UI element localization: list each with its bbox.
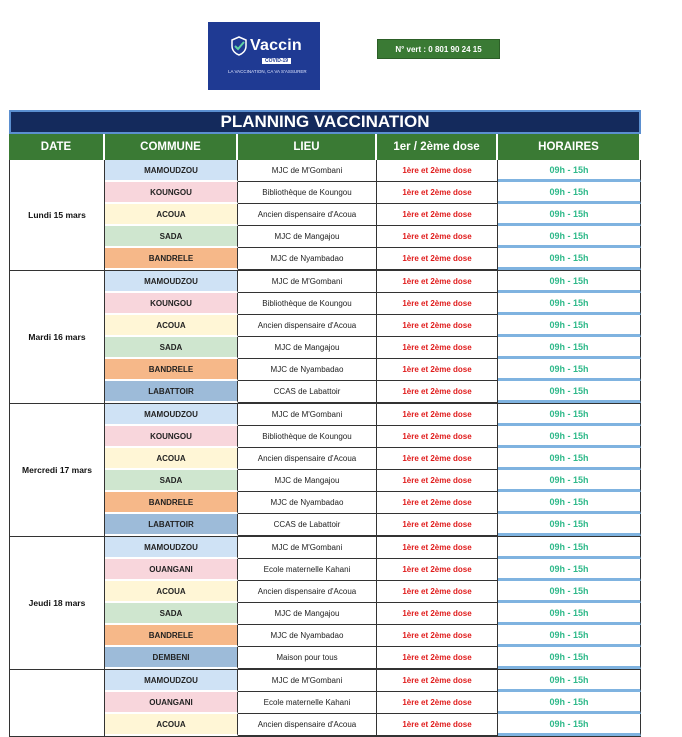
shield-check-icon bbox=[230, 36, 248, 56]
lieu-cell: MJC de Mangajou bbox=[238, 470, 377, 492]
lieu-cell: MJC de Mangajou bbox=[238, 337, 377, 359]
lieu-cell: MJC de Nyambadao bbox=[238, 359, 377, 381]
table-row bbox=[105, 470, 641, 492]
lieu-cell: MJC de Nyambadao bbox=[238, 248, 377, 270]
lieu-cell: Ancien dispensaire d'Acoua bbox=[238, 714, 377, 736]
commune-cell: BANDRELE bbox=[105, 248, 238, 270]
horaires-cell: 09h - 15h bbox=[498, 448, 641, 470]
table-row bbox=[105, 160, 641, 182]
horaires-cell: 09h - 15h bbox=[498, 337, 641, 359]
commune-cell: KOUNGOU bbox=[105, 426, 238, 448]
day-date: Jeudi 18 mars bbox=[9, 537, 105, 669]
dose-cell: 1ère et 2ème dose bbox=[377, 337, 498, 359]
dose-cell: 1ère et 2ème dose bbox=[377, 714, 498, 736]
commune-cell: KOUNGOU bbox=[105, 182, 238, 204]
commune-cell: MAMOUDZOU bbox=[105, 670, 238, 692]
lieu-cell: MJC de Nyambadao bbox=[238, 625, 377, 647]
day-date: Lundi 15 mars bbox=[9, 160, 105, 270]
logo-tagline: LA VACCINATION, CA VA S'ASSURER bbox=[228, 69, 307, 74]
horaires-cell: 09h - 15h bbox=[498, 647, 641, 669]
horaires-cell: 09h - 15h bbox=[498, 514, 641, 536]
commune-cell: ACOUA bbox=[105, 714, 238, 736]
lieu-cell: MJC de M'Gombani bbox=[238, 670, 377, 692]
day-group bbox=[9, 537, 641, 670]
dose-cell: 1ère et 2ème dose bbox=[377, 315, 498, 337]
commune-cell: OUANGANI bbox=[105, 559, 238, 581]
lieu-cell: MJC de M'Gombani bbox=[238, 537, 377, 559]
table-row bbox=[105, 337, 641, 359]
table-row bbox=[105, 448, 641, 470]
dose-cell: 1ère et 2ème dose bbox=[377, 426, 498, 448]
header-commune: COMMUNE bbox=[105, 134, 238, 160]
dose-cell: 1ère et 2ème dose bbox=[377, 293, 498, 315]
horaires-cell: 09h - 15h bbox=[498, 315, 641, 337]
commune-cell: KOUNGOU bbox=[105, 293, 238, 315]
dose-cell: 1ère et 2ème dose bbox=[377, 204, 498, 226]
horaires-cell: 09h - 15h bbox=[498, 381, 641, 403]
table-row bbox=[105, 603, 641, 625]
commune-cell: ACOUA bbox=[105, 315, 238, 337]
table-row bbox=[105, 692, 641, 714]
header-row bbox=[9, 134, 641, 160]
dose-cell: 1ère et 2ème dose bbox=[377, 448, 498, 470]
lieu-cell: MJC de Mangajou bbox=[238, 226, 377, 248]
lieu-cell: Ecole maternelle Kahani bbox=[238, 559, 377, 581]
table-row bbox=[105, 670, 641, 692]
commune-cell: DEMBENI bbox=[105, 647, 238, 669]
dose-cell: 1ère et 2ème dose bbox=[377, 160, 498, 182]
dose-cell: 1ère et 2ème dose bbox=[377, 404, 498, 426]
dose-cell: 1ère et 2ème dose bbox=[377, 603, 498, 625]
schedule-table bbox=[9, 110, 641, 737]
dose-cell: 1ère et 2ème dose bbox=[377, 670, 498, 692]
table-row bbox=[105, 537, 641, 559]
commune-cell: SADA bbox=[105, 470, 238, 492]
lieu-cell: CCAS de Labattoir bbox=[238, 381, 377, 403]
lieu-cell: Ancien dispensaire d'Acoua bbox=[238, 448, 377, 470]
day-group bbox=[9, 160, 641, 271]
table-row bbox=[105, 514, 641, 536]
dose-cell: 1ère et 2ème dose bbox=[377, 470, 498, 492]
lieu-cell: MJC de Nyambadao bbox=[238, 492, 377, 514]
table-row bbox=[105, 492, 641, 514]
table-row bbox=[105, 381, 641, 403]
dose-cell: 1ère et 2ème dose bbox=[377, 581, 498, 603]
hotline-banner: N° vert : 0 801 90 24 15 bbox=[377, 39, 500, 59]
horaires-cell: 09h - 15h bbox=[498, 492, 641, 514]
lieu-cell: Bibliothèque de Koungou bbox=[238, 293, 377, 315]
lieu-cell: Ecole maternelle Kahani bbox=[238, 692, 377, 714]
horaires-cell: 09h - 15h bbox=[498, 404, 641, 426]
table-row bbox=[105, 226, 641, 248]
lieu-cell: CCAS de Labattoir bbox=[238, 514, 377, 536]
day-date bbox=[9, 670, 105, 736]
commune-cell: SADA bbox=[105, 603, 238, 625]
header-date: DATE bbox=[9, 134, 105, 160]
day-date: Mercredi 17 mars bbox=[9, 404, 105, 536]
horaires-cell: 09h - 15h bbox=[498, 714, 641, 736]
table-row bbox=[105, 647, 641, 669]
lieu-cell: Ancien dispensaire d'Acoua bbox=[238, 204, 377, 226]
commune-cell: LABATTOIR bbox=[105, 381, 238, 403]
lieu-cell: MJC de M'Gombani bbox=[238, 271, 377, 293]
lieu-cell: Bibliothèque de Koungou bbox=[238, 426, 377, 448]
horaires-cell: 09h - 15h bbox=[498, 537, 641, 559]
horaires-cell: 09h - 15h bbox=[498, 625, 641, 647]
table-row bbox=[105, 204, 641, 226]
table-row bbox=[105, 559, 641, 581]
table-title: PLANNING VACCINATION bbox=[9, 110, 641, 134]
commune-cell: SADA bbox=[105, 226, 238, 248]
horaires-cell: 09h - 15h bbox=[498, 248, 641, 270]
lieu-cell: MJC de M'Gombani bbox=[238, 404, 377, 426]
dose-cell: 1ère et 2ème dose bbox=[377, 226, 498, 248]
lieu-cell: Bibliothèque de Koungou bbox=[238, 182, 377, 204]
lieu-cell: Ancien dispensaire d'Acoua bbox=[238, 315, 377, 337]
logo-badge: COVID-19 bbox=[262, 58, 291, 64]
dose-cell: 1ère et 2ème dose bbox=[377, 359, 498, 381]
table-row bbox=[105, 182, 641, 204]
day-group bbox=[9, 404, 641, 537]
day-date: Mardi 16 mars bbox=[9, 271, 105, 403]
table-row bbox=[105, 581, 641, 603]
horaires-cell: 09h - 15h bbox=[498, 182, 641, 204]
horaires-cell: 09h - 15h bbox=[498, 470, 641, 492]
horaires-cell: 09h - 15h bbox=[498, 670, 641, 692]
dose-cell: 1ère et 2ème dose bbox=[377, 692, 498, 714]
dose-cell: 1ère et 2ème dose bbox=[377, 248, 498, 270]
table-row bbox=[105, 271, 641, 293]
commune-cell: MAMOUDZOU bbox=[105, 537, 238, 559]
horaires-cell: 09h - 15h bbox=[498, 226, 641, 248]
table-row bbox=[105, 426, 641, 448]
day-group bbox=[9, 271, 641, 404]
commune-cell: MAMOUDZOU bbox=[105, 160, 238, 182]
dose-cell: 1ère et 2ème dose bbox=[377, 537, 498, 559]
horaires-cell: 09h - 15h bbox=[498, 359, 641, 381]
commune-cell: ACOUA bbox=[105, 581, 238, 603]
horaires-cell: 09h - 15h bbox=[498, 559, 641, 581]
header-horaires: HORAIRES bbox=[498, 134, 641, 160]
table-row bbox=[105, 714, 641, 736]
day-group bbox=[9, 670, 641, 737]
commune-cell: OUANGANI bbox=[105, 692, 238, 714]
commune-cell: BANDRELE bbox=[105, 492, 238, 514]
horaires-cell: 09h - 15h bbox=[498, 426, 641, 448]
lieu-cell: MJC de M'Gombani bbox=[238, 160, 377, 182]
lieu-cell: MJC de Mangajou bbox=[238, 603, 377, 625]
header-dose: 1er / 2ème dose bbox=[377, 134, 498, 160]
dose-cell: 1ère et 2ème dose bbox=[377, 647, 498, 669]
horaires-cell: 09h - 15h bbox=[498, 204, 641, 226]
horaires-cell: 09h - 15h bbox=[498, 581, 641, 603]
lieu-cell: Ancien dispensaire d'Acoua bbox=[238, 581, 377, 603]
table-row bbox=[105, 248, 641, 270]
commune-cell: SADA bbox=[105, 337, 238, 359]
dose-cell: 1ère et 2ème dose bbox=[377, 625, 498, 647]
table-body bbox=[9, 160, 641, 737]
table-row bbox=[105, 404, 641, 426]
commune-cell: MAMOUDZOU bbox=[105, 271, 238, 293]
table-row bbox=[105, 625, 641, 647]
horaires-cell: 09h - 15h bbox=[498, 160, 641, 182]
commune-cell: ACOUA bbox=[105, 448, 238, 470]
table-row bbox=[105, 359, 641, 381]
dose-cell: 1ère et 2ème dose bbox=[377, 182, 498, 204]
table-row bbox=[105, 315, 641, 337]
commune-cell: LABATTOIR bbox=[105, 514, 238, 536]
table-row bbox=[105, 293, 641, 315]
horaires-cell: 09h - 15h bbox=[498, 692, 641, 714]
commune-cell: BANDRELE bbox=[105, 625, 238, 647]
dose-cell: 1ère et 2ème dose bbox=[377, 514, 498, 536]
vaccin-logo bbox=[208, 22, 320, 90]
dose-cell: 1ère et 2ème dose bbox=[377, 271, 498, 293]
commune-cell: MAMOUDZOU bbox=[105, 404, 238, 426]
lieu-cell: Maison pour tous bbox=[238, 647, 377, 669]
commune-cell: ACOUA bbox=[105, 204, 238, 226]
dose-cell: 1ère et 2ème dose bbox=[377, 381, 498, 403]
commune-cell: BANDRELE bbox=[105, 359, 238, 381]
dose-cell: 1ère et 2ème dose bbox=[377, 492, 498, 514]
horaires-cell: 09h - 15h bbox=[498, 293, 641, 315]
dose-cell: 1ère et 2ème dose bbox=[377, 559, 498, 581]
logo-word: Vaccin bbox=[250, 37, 302, 54]
horaires-cell: 09h - 15h bbox=[498, 271, 641, 293]
header-lieu: LIEU bbox=[238, 134, 377, 160]
horaires-cell: 09h - 15h bbox=[498, 603, 641, 625]
